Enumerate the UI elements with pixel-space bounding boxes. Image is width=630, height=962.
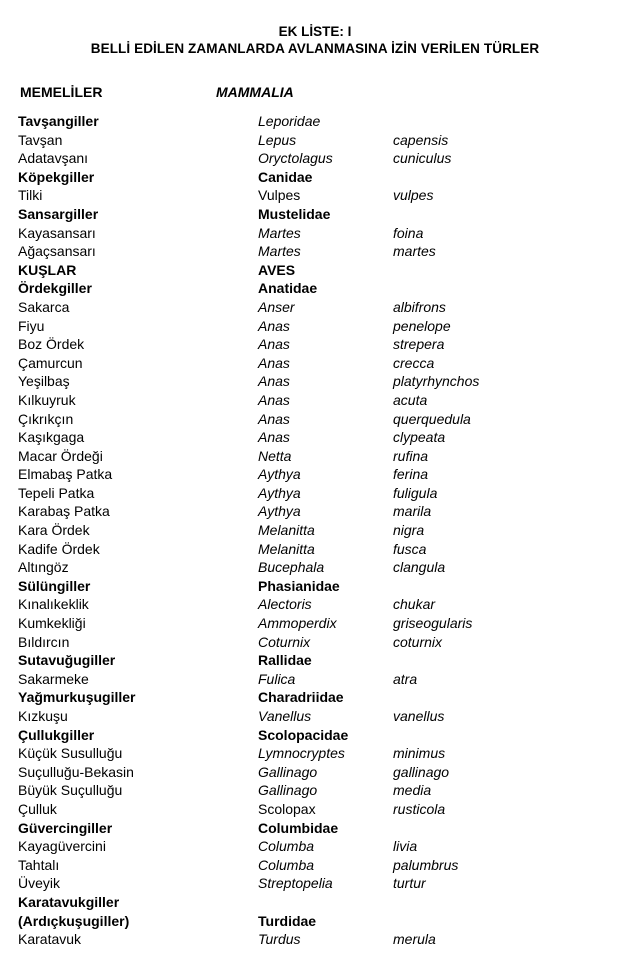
turkish-name: Kılkuyruk: [18, 391, 76, 408]
list-item: [0, 651, 630, 670]
list-item: [0, 707, 630, 726]
document-subtitle: BELLİ EDİLEN ZAMANLARDA AVLANMASINA İZİN VERİLEN TÜRLER: [90, 41, 540, 56]
list-item: [0, 726, 630, 745]
scientific-species: gallinago: [393, 763, 450, 780]
scientific-genus: Anas: [258, 317, 290, 334]
list-item: [0, 447, 630, 466]
list-item: [0, 633, 630, 652]
turkish-name: Tahtalı: [18, 856, 60, 873]
scientific-genus: Anas: [258, 391, 290, 408]
scientific-genus: Martes: [258, 243, 301, 260]
list-item: [0, 540, 630, 559]
scientific-genus: Coturnix: [258, 633, 311, 650]
turkish-name: Küçük Susulluğu: [18, 745, 123, 762]
turkish-name: Kadife Ördek: [18, 540, 100, 557]
scientific-genus: Vulpes: [258, 187, 301, 204]
turkish-name: Çulluk: [18, 800, 57, 817]
list-item: [0, 354, 630, 373]
scientific-genus: AVES: [258, 261, 296, 278]
turkish-name: Adatavşanı: [18, 150, 89, 167]
document-title: EK LİSTE: I: [278, 24, 352, 39]
turkish-name: Kaşıkgaga: [18, 429, 85, 446]
list-item: [0, 502, 630, 521]
turkish-name: Altıngöz: [18, 559, 69, 576]
turkish-name: Suçulluğu-Bekasin: [18, 763, 134, 780]
turkish-name: Sansargiller: [18, 205, 99, 222]
scientific-genus: Anas: [258, 354, 290, 371]
scientific-genus: Anas: [258, 410, 290, 427]
turkish-name: Boz Ördek: [18, 336, 85, 353]
scientific-genus: Fulica: [258, 670, 296, 687]
turkish-name: Karatavukgiller: [18, 893, 120, 910]
list-item: [0, 168, 630, 187]
scientific-genus: Oryctolagus: [258, 150, 333, 167]
scientific-genus: Lepus: [258, 131, 297, 148]
scientific-genus: Melanitta: [258, 540, 315, 557]
list-item: [0, 837, 630, 856]
scientific-genus: Columba: [258, 856, 315, 873]
scientific-genus: Aythya: [258, 466, 301, 483]
scientific-species: rufina: [393, 447, 429, 464]
turkish-name: Sülüngiller: [18, 577, 91, 594]
scientific-species: atra: [393, 670, 418, 687]
list-item: [0, 670, 630, 689]
turkish-name: Çullukgiller: [18, 726, 95, 743]
scientific-species: rusticola: [393, 800, 446, 817]
scientific-species: fusca: [393, 540, 427, 557]
scientific-species: fuligula: [393, 484, 438, 501]
turkish-name: Ördekgiller: [18, 280, 92, 297]
scientific-genus: Anas: [258, 373, 290, 390]
scientific-species: querquedula: [393, 410, 471, 427]
turkish-name: Yeşilbaş: [18, 373, 70, 390]
turkish-name: Köpekgiller: [18, 168, 95, 185]
scientific-species: cuniculus: [393, 150, 452, 167]
scientific-species: ferina: [393, 466, 429, 483]
turkish-name: KUŞLAR: [18, 261, 77, 278]
scientific-species: chukar: [393, 596, 436, 613]
scientific-species: nigra: [393, 522, 425, 539]
scientific-genus: Columba: [258, 838, 315, 855]
list-item: [0, 781, 630, 800]
scientific-genus: Netta: [258, 447, 292, 464]
turkish-name: Çamurcun: [18, 354, 83, 371]
list-item: [0, 688, 630, 707]
turkish-name: (Ardıçkuşugiller): [18, 912, 130, 929]
scientific-genus: Aythya: [258, 484, 301, 501]
column-header-turkish: MEMELİLER: [20, 84, 103, 100]
turkish-name: Sakarmeke: [18, 670, 89, 687]
scientific-species: media: [393, 782, 432, 799]
list-item: [0, 410, 630, 429]
list-item: [0, 521, 630, 540]
scientific-genus: Anser: [258, 298, 295, 315]
scientific-species: vanellus: [393, 708, 445, 724]
turkish-name: Kumkekliği: [18, 615, 86, 632]
scientific-genus: Leporidae: [258, 113, 321, 129]
scientific-genus: Melanitta: [258, 522, 315, 539]
turkish-name: Kayasansarı: [18, 224, 96, 241]
turkish-name: Büyük Suçulluğu: [18, 782, 123, 799]
scientific-species: crecca: [393, 354, 435, 371]
turkish-name: Çıkrıkçın: [18, 410, 74, 427]
scientific-genus: Turdidae: [258, 912, 317, 929]
scientific-genus: Bucephala: [258, 559, 325, 576]
turkish-name: Tavşangiller: [18, 113, 99, 129]
scientific-genus: Rallidae: [258, 652, 312, 669]
list-item: [0, 112, 630, 131]
list-item: [0, 279, 630, 298]
list-item: [0, 819, 630, 838]
list-item: [0, 391, 630, 410]
turkish-name: Güvercingiller: [18, 819, 113, 836]
list-item: [0, 261, 630, 280]
list-item: [0, 558, 630, 577]
scientific-genus: Aythya: [258, 503, 301, 520]
list-item: [0, 930, 630, 949]
scientific-species: platyrhynchos: [393, 373, 480, 390]
column-header-scientific: MAMMALIA: [216, 84, 294, 100]
list-item: [0, 577, 630, 596]
list-item: [0, 186, 630, 205]
scientific-genus: Scolopax: [258, 800, 316, 817]
list-item: [0, 205, 630, 224]
list-item: [0, 298, 630, 317]
list-item: [0, 131, 630, 150]
species-list: [0, 112, 630, 949]
scientific-genus: Mustelidae: [258, 205, 331, 222]
scientific-species: marila: [393, 503, 432, 520]
scientific-genus: Columbidae: [258, 819, 339, 836]
turkish-name: Bıldırcın: [18, 633, 70, 650]
turkish-name: Yağmurkuşugiller: [18, 689, 136, 706]
turkish-name: Kınalıkeklik: [18, 596, 89, 613]
list-item: [0, 614, 630, 633]
scientific-genus: Gallinago: [258, 763, 318, 780]
scientific-species: clypeata: [393, 429, 446, 446]
scientific-species: coturnix: [393, 633, 443, 650]
list-item: [0, 484, 630, 503]
list-item: [0, 317, 630, 336]
list-item: [0, 595, 630, 614]
turkish-name: Elmabaş Patka: [18, 466, 113, 483]
scientific-species: minimus: [393, 745, 446, 762]
list-item: [0, 763, 630, 782]
scientific-genus: Gallinago: [258, 782, 318, 799]
turkish-name: Tilki: [18, 187, 43, 204]
scientific-species: foina: [393, 224, 424, 241]
turkish-name: Tavşan: [18, 131, 63, 148]
scientific-genus: Vanellus: [258, 708, 312, 724]
scientific-genus: Alectoris: [258, 596, 312, 613]
scientific-species: griseogularis: [393, 615, 473, 632]
scientific-species: vulpes: [393, 187, 434, 204]
list-item: [0, 372, 630, 391]
turkish-name: Karatavuk: [18, 931, 82, 948]
turkish-name: Macar Ördeği: [18, 447, 103, 464]
turkish-name: Fiyu: [18, 317, 45, 334]
list-item: [0, 335, 630, 354]
scientific-genus: Canidae: [258, 168, 313, 185]
turkish-name: Tepeli Patka: [18, 484, 95, 501]
scientific-genus: Lymnocryptes: [258, 745, 345, 762]
scientific-species: clangula: [393, 559, 446, 576]
scientific-genus: Martes: [258, 224, 301, 241]
turkish-name: Kayagüvercini: [18, 838, 106, 855]
list-item: [0, 149, 630, 168]
list-item: [0, 800, 630, 819]
scientific-species: penelope: [393, 317, 451, 334]
scientific-genus: Anas: [258, 336, 290, 353]
scientific-genus: Anatidae: [258, 280, 318, 297]
scientific-genus: Charadriidae: [258, 689, 344, 706]
list-item: [0, 856, 630, 875]
scientific-species: turtur: [393, 875, 426, 892]
turkish-name: Karabaş Patka: [18, 503, 110, 520]
scientific-species: martes: [393, 243, 436, 260]
turkish-name: Sutavuğugiller: [18, 652, 116, 669]
scientific-genus: Turdus: [258, 931, 301, 948]
scientific-genus: Scolopacidae: [258, 726, 349, 743]
scientific-genus: Ammoperdix: [258, 615, 337, 632]
scientific-genus: Phasianidae: [258, 577, 340, 594]
scientific-species: capensis: [393, 131, 449, 148]
turkish-name: Sakarca: [18, 298, 70, 315]
turkish-name: Ağaçsansarı: [18, 243, 96, 260]
list-item: [0, 912, 630, 931]
list-item: [0, 224, 630, 243]
list-item: [0, 744, 630, 763]
scientific-genus: Streptopelia: [258, 875, 333, 892]
scientific-species: palumbrus: [393, 856, 459, 873]
list-item: [0, 893, 630, 912]
list-item: [0, 242, 630, 261]
list-item: [0, 874, 630, 893]
scientific-species: strepera: [393, 336, 445, 353]
turkish-name: Üveyik: [18, 875, 61, 892]
scientific-species: livia: [393, 838, 418, 855]
list-item: [0, 465, 630, 484]
scientific-species: merula: [393, 931, 436, 948]
list-item: [0, 428, 630, 447]
scientific-species: albifrons: [393, 298, 446, 315]
turkish-name: Kızkuşu: [18, 708, 68, 724]
turkish-name: Kara Ördek: [18, 522, 90, 539]
scientific-genus: Anas: [258, 429, 290, 446]
scientific-species: acuta: [393, 391, 428, 408]
